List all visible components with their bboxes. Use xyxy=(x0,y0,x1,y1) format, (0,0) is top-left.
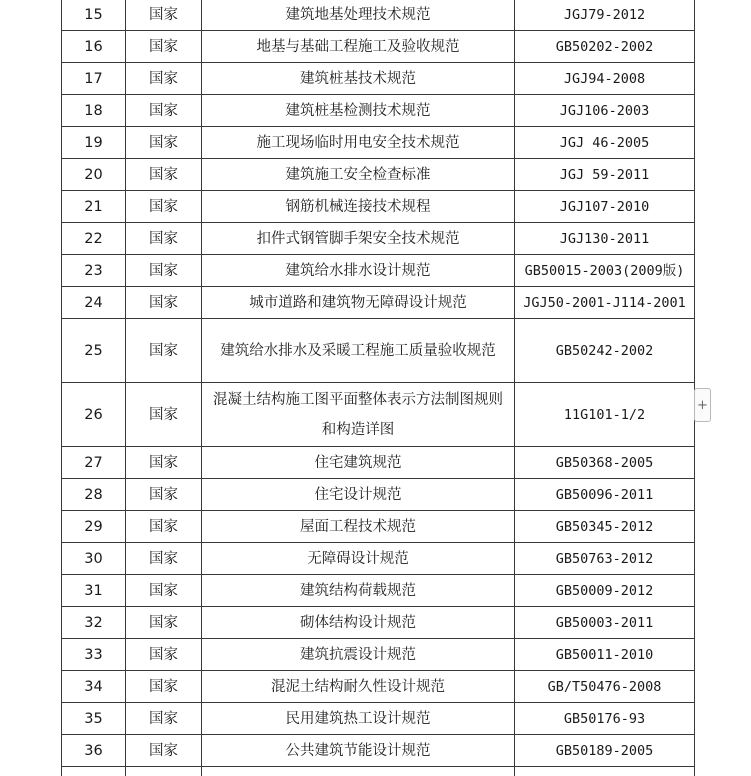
table-row xyxy=(62,671,695,703)
row-standard-code: GB50189-2005 xyxy=(515,735,695,767)
plus-icon: + xyxy=(697,397,708,413)
table-row xyxy=(62,447,695,479)
row-number: 29 xyxy=(62,511,126,543)
row-number: 28 xyxy=(62,479,126,511)
row-standard-code: JGJ94-2008 xyxy=(515,63,695,95)
row-standard-code-empty xyxy=(515,767,695,776)
row-standard-name: 施工现场临时用电安全技术规范 xyxy=(202,127,515,159)
table-row xyxy=(62,479,695,511)
row-level: 国家 xyxy=(126,223,202,255)
table-row xyxy=(62,319,695,383)
row-standard-code: JGJ50-2001-J114-2001 xyxy=(515,287,695,319)
row-standard-name: 混泥土结构耐久性设计规范 xyxy=(202,671,515,703)
row-standard-code: JGJ130-2011 xyxy=(515,223,695,255)
row-standard-code: GB50176-93 xyxy=(515,703,695,735)
row-number: 16 xyxy=(62,31,126,63)
row-standard-code: GB50009-2012 xyxy=(515,575,695,607)
row-standard-code: GB50015-2003(2009版) xyxy=(515,255,695,287)
row-standard-name: 建筑桩基技术规范 xyxy=(202,63,515,95)
row-standard-name: 建筑地基处理技术规范 xyxy=(202,0,515,31)
row-level: 国家 xyxy=(126,479,202,511)
row-standard-name: 公共建筑节能设计规范 xyxy=(202,735,515,767)
row-standard-code: 11G101-1/2 xyxy=(515,383,695,447)
row-standard-code: GB50368-2005 xyxy=(515,447,695,479)
row-standard-name: 地基与基础工程施工及验收规范 xyxy=(202,31,515,63)
row-level: 国家 xyxy=(126,703,202,735)
table-row xyxy=(62,543,695,575)
table-row xyxy=(62,127,695,159)
table-row xyxy=(62,255,695,287)
table-row xyxy=(62,191,695,223)
table-row xyxy=(62,0,695,31)
row-level: 国家 xyxy=(126,63,202,95)
table-row xyxy=(62,63,695,95)
row-number: 31 xyxy=(62,575,126,607)
table-row xyxy=(62,607,695,639)
row-standard-name: 民用建筑热工设计规范 xyxy=(202,703,515,735)
row-standard-code: GB/T50476-2008 xyxy=(515,671,695,703)
row-level: 国家 xyxy=(126,0,202,31)
table-row xyxy=(62,287,695,319)
row-number: 34 xyxy=(62,671,126,703)
row-level-empty xyxy=(126,767,202,776)
row-level: 国家 xyxy=(126,543,202,575)
row-level: 国家 xyxy=(126,671,202,703)
row-number: 17 xyxy=(62,63,126,95)
row-level: 国家 xyxy=(126,639,202,671)
add-row-button[interactable] xyxy=(694,388,711,422)
row-number: 32 xyxy=(62,607,126,639)
table-row xyxy=(62,159,695,191)
table-row xyxy=(62,735,695,767)
row-level: 国家 xyxy=(126,607,202,639)
row-number: 33 xyxy=(62,639,126,671)
row-standard-code: JGJ107-2010 xyxy=(515,191,695,223)
row-standard-name: 建筑给水排水设计规范 xyxy=(202,255,515,287)
row-standard-name: 城市道路和建筑物无障碍设计规范 xyxy=(202,287,515,319)
row-level: 国家 xyxy=(126,31,202,63)
row-number-empty xyxy=(62,767,126,776)
row-standard-name: 建筑施工安全检查标准 xyxy=(202,159,515,191)
table-row xyxy=(62,511,695,543)
row-level: 国家 xyxy=(126,95,202,127)
row-number: 18 xyxy=(62,95,126,127)
row-level: 国家 xyxy=(126,159,202,191)
table-row xyxy=(62,639,695,671)
row-standard-name: 建筑给水排水及采暖工程施工质量验收规范 xyxy=(202,319,515,383)
row-standard-code: GB50345-2012 xyxy=(515,511,695,543)
row-number: 19 xyxy=(62,127,126,159)
row-standard-code: GB50003-2011 xyxy=(515,607,695,639)
row-number: 25 xyxy=(62,319,126,383)
row-number: 22 xyxy=(62,223,126,255)
row-standard-name: 住宅设计规范 xyxy=(202,479,515,511)
row-level: 国家 xyxy=(126,575,202,607)
table-row xyxy=(62,575,695,607)
row-standard-code: GB50011-2010 xyxy=(515,639,695,671)
table-row xyxy=(62,703,695,735)
row-standard-code: JGJ 46-2005 xyxy=(515,127,695,159)
row-level: 国家 xyxy=(126,511,202,543)
row-number: 30 xyxy=(62,543,126,575)
row-level: 国家 xyxy=(126,383,202,447)
row-standard-name: 建筑结构荷载规范 xyxy=(202,575,515,607)
row-number: 20 xyxy=(62,159,126,191)
row-standard-name: 建筑抗震设计规范 xyxy=(202,639,515,671)
row-standard-name: 钢筋机械连接技术规程 xyxy=(202,191,515,223)
table-row xyxy=(62,223,695,255)
row-standard-name: 混凝土结构施工图平面整体表示方法制图规则和构造详图 xyxy=(202,383,515,447)
table-row xyxy=(62,31,695,63)
row-standard-code: GB50202-2002 xyxy=(515,31,695,63)
row-level: 国家 xyxy=(126,127,202,159)
row-standard-name: 建筑桩基检测技术规范 xyxy=(202,95,515,127)
table-row-partial xyxy=(62,767,695,776)
row-number: 26 xyxy=(62,383,126,447)
row-level: 国家 xyxy=(126,447,202,479)
standards-table xyxy=(61,0,695,776)
row-standard-name: 屋面工程技术规范 xyxy=(202,511,515,543)
row-level: 国家 xyxy=(126,287,202,319)
row-level: 国家 xyxy=(126,255,202,287)
row-number: 24 xyxy=(62,287,126,319)
row-standard-name: 住宅建筑规范 xyxy=(202,447,515,479)
row-standard-code: JGJ79-2012 xyxy=(515,0,695,31)
row-standard-code: JGJ106-2003 xyxy=(515,95,695,127)
row-number: 35 xyxy=(62,703,126,735)
row-standard-name: 砌体结构设计规范 xyxy=(202,607,515,639)
row-number: 21 xyxy=(62,191,126,223)
row-standard-code: GB50096-2011 xyxy=(515,479,695,511)
row-standard-name-empty xyxy=(202,767,515,776)
row-standard-code: GB50242-2002 xyxy=(515,319,695,383)
row-standard-code: GB50763-2012 xyxy=(515,543,695,575)
row-number: 36 xyxy=(62,735,126,767)
row-number: 23 xyxy=(62,255,126,287)
table-row xyxy=(62,95,695,127)
row-level: 国家 xyxy=(126,319,202,383)
row-number: 15 xyxy=(62,0,126,31)
row-level: 国家 xyxy=(126,735,202,767)
row-standard-name: 无障碍设计规范 xyxy=(202,543,515,575)
table-row xyxy=(62,383,695,447)
standards-table-body xyxy=(62,0,695,776)
row-standard-name: 扣件式钢管脚手架安全技术规范 xyxy=(202,223,515,255)
row-number: 27 xyxy=(62,447,126,479)
row-level: 国家 xyxy=(126,191,202,223)
row-standard-code: JGJ 59-2011 xyxy=(515,159,695,191)
